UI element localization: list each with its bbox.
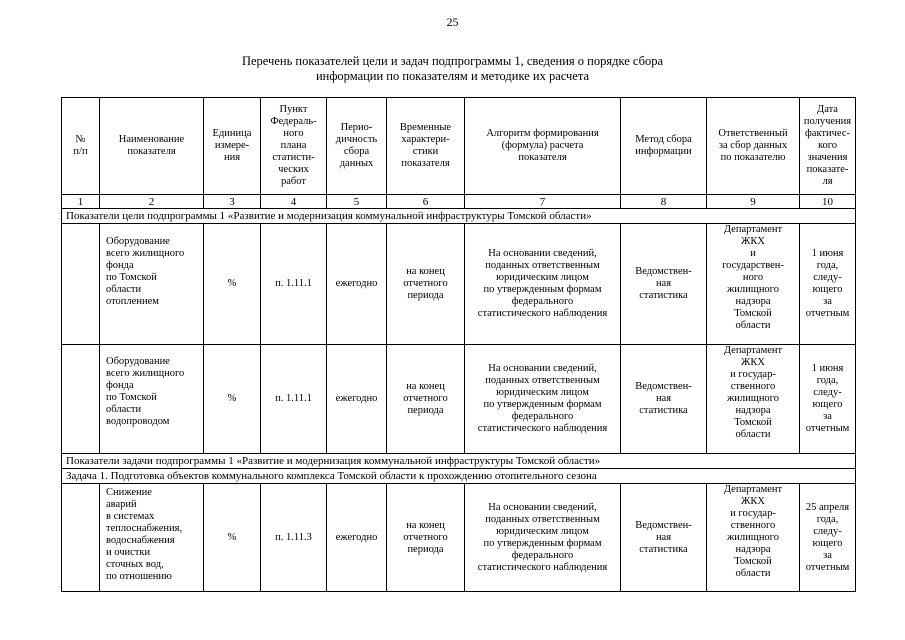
cell-date-wrap (800, 484, 856, 592)
column-number: 4 (261, 195, 327, 209)
page-number: 25 (446, 15, 459, 29)
header-no: № п/п (62, 98, 100, 195)
cell-time-wrap (387, 345, 465, 454)
cell-unit: % (204, 345, 261, 454)
cell-time: на конец отчетного периода (403, 266, 448, 301)
document-title (150, 54, 755, 84)
cell-algorithm-wrap (465, 484, 621, 592)
cell-unit: % (204, 484, 261, 592)
section-task-label: Показатели задачи подпрограммы 1 «Развитие и модернизация коммунальной инфраструктуры Томской области» (62, 454, 856, 469)
header-time: Временные характери- стики показателя (387, 98, 465, 195)
cell-algorithm: На основании сведений, поданных ответственным юридическим лицом по утвержденным формам федерального статистического наблюдения (477, 248, 608, 319)
cell-time-wrap (387, 224, 465, 345)
header-name: Наименование показателя (100, 98, 204, 195)
cell-plan-item: п. 1.11.1 (261, 224, 327, 345)
column-number: 3 (204, 195, 261, 209)
cell-no (62, 345, 100, 454)
cell-algorithm-wrap (465, 224, 621, 345)
header-method: Метод сбора информации (621, 98, 707, 195)
document-title-line-1: Перечень показателей цели и задач подпрограммы 1, сведения о порядке сбора (241, 54, 663, 68)
column-number: 8 (621, 195, 707, 209)
cell-plan-item: п. 1.11.3 (261, 484, 327, 592)
cell-name-wrap (100, 224, 204, 345)
header-responsible: Ответственный за сбор данных по показателю (707, 98, 800, 195)
cell-date-wrap (800, 224, 856, 345)
cell-name: Оборудование всего жилищного фонда по Томской области отоплением (106, 236, 185, 307)
cell-time: на конец отчетного периода (403, 519, 448, 555)
cell-responsible: Департамент ЖКХ и государ- ственного жилищного надзора Томской области (723, 345, 783, 440)
cell-date: 1 июня года, следу- ющего за отчетным (805, 248, 850, 319)
column-number: 10 (800, 195, 856, 209)
column-number: 1 (62, 195, 100, 209)
header-plan-item: Пункт Федераль- ного плана статисти- ческих работ (261, 98, 327, 195)
section-row-task (62, 454, 856, 469)
cell-name: Оборудование всего жилищного фонда по Томской области водопроводом (106, 356, 185, 427)
section-goal-label: Показатели цели подпрограммы 1 «Развитие и модернизация коммунальной инфраструктуры Томской области» (62, 209, 856, 224)
cell-method-wrap (621, 224, 707, 345)
cell-algorithm-wrap (465, 345, 621, 454)
cell-responsible: Департамент ЖКХ и государ- ственного жилищного надзора Томской области (723, 484, 783, 579)
cell-unit: % (204, 224, 261, 345)
header-algorithm: Алгоритм формирования (формула) расчета показателя (465, 98, 621, 195)
header-date: Дата получения фактичес- кого значения показате- ля (800, 98, 856, 195)
cell-no (62, 224, 100, 345)
cell-no (62, 484, 100, 592)
cell-method-wrap (621, 345, 707, 454)
table-row (62, 224, 856, 345)
cell-algorithm: На основании сведений, поданных ответственным юридическим лицом по утвержденным формам федерального статистического наблюдения (477, 501, 608, 573)
section-row-task-1 (62, 469, 856, 484)
table-row (62, 484, 856, 592)
cell-responsible: Департамент ЖКХ и государствен- ного жилищного надзора Томской области (722, 224, 784, 331)
table-row (62, 345, 856, 454)
column-number: 2 (100, 195, 204, 209)
column-number: 7 (465, 195, 621, 209)
cell-periodicity: ежегодно (327, 345, 387, 454)
cell-name: Снижение аварий в системах теплоснабжения, водоснабжения и очистки сточных вод, по отношению (106, 487, 183, 582)
cell-periodicity: ежегодно (327, 484, 387, 592)
cell-responsible-wrap (707, 345, 800, 454)
cell-time-wrap (387, 484, 465, 592)
column-number: 9 (707, 195, 800, 209)
cell-method-wrap (621, 484, 707, 592)
cell-method: Ведомствен- ная статистика (635, 519, 692, 555)
column-number: 5 (327, 195, 387, 209)
header-periodicity: Перио- дичность сбора данных (327, 98, 387, 195)
cell-method: Ведомствен- ная статистика (635, 381, 692, 416)
cell-algorithm: На основании сведений, поданных ответственным юридическим лицом по утвержденным формам федерального статистического наблюдения (477, 363, 608, 434)
table-header-row (62, 98, 856, 195)
column-number: 6 (387, 195, 465, 209)
cell-name-wrap (100, 484, 204, 592)
cell-periodicity: ежегодно (327, 224, 387, 345)
cell-name-wrap (100, 345, 204, 454)
cell-method: Ведомствен- ная статистика (635, 266, 692, 301)
cell-responsible-wrap (707, 224, 800, 345)
cell-time: на конец отчетного периода (403, 381, 448, 416)
document-title-line-2: информации по показателям и методике их расчета (315, 69, 590, 83)
header-unit: Единица измере- ния (204, 98, 261, 195)
cell-date-wrap (800, 345, 856, 454)
section-task-1-label: Задача 1. Подготовка объектов коммунального комплекса Томской области к прохождению отопительного сезона (62, 469, 856, 484)
cell-date: 1 июня года, следу- ющего за отчетным (805, 363, 850, 434)
cell-date: 25 апреля года, следу- ющего за отчетным (805, 501, 850, 573)
column-number-row (62, 195, 856, 209)
cell-responsible-wrap (707, 484, 800, 592)
section-row-goal (62, 209, 856, 224)
cell-plan-item: п. 1.11.1 (261, 345, 327, 454)
indicators-table (61, 97, 856, 592)
